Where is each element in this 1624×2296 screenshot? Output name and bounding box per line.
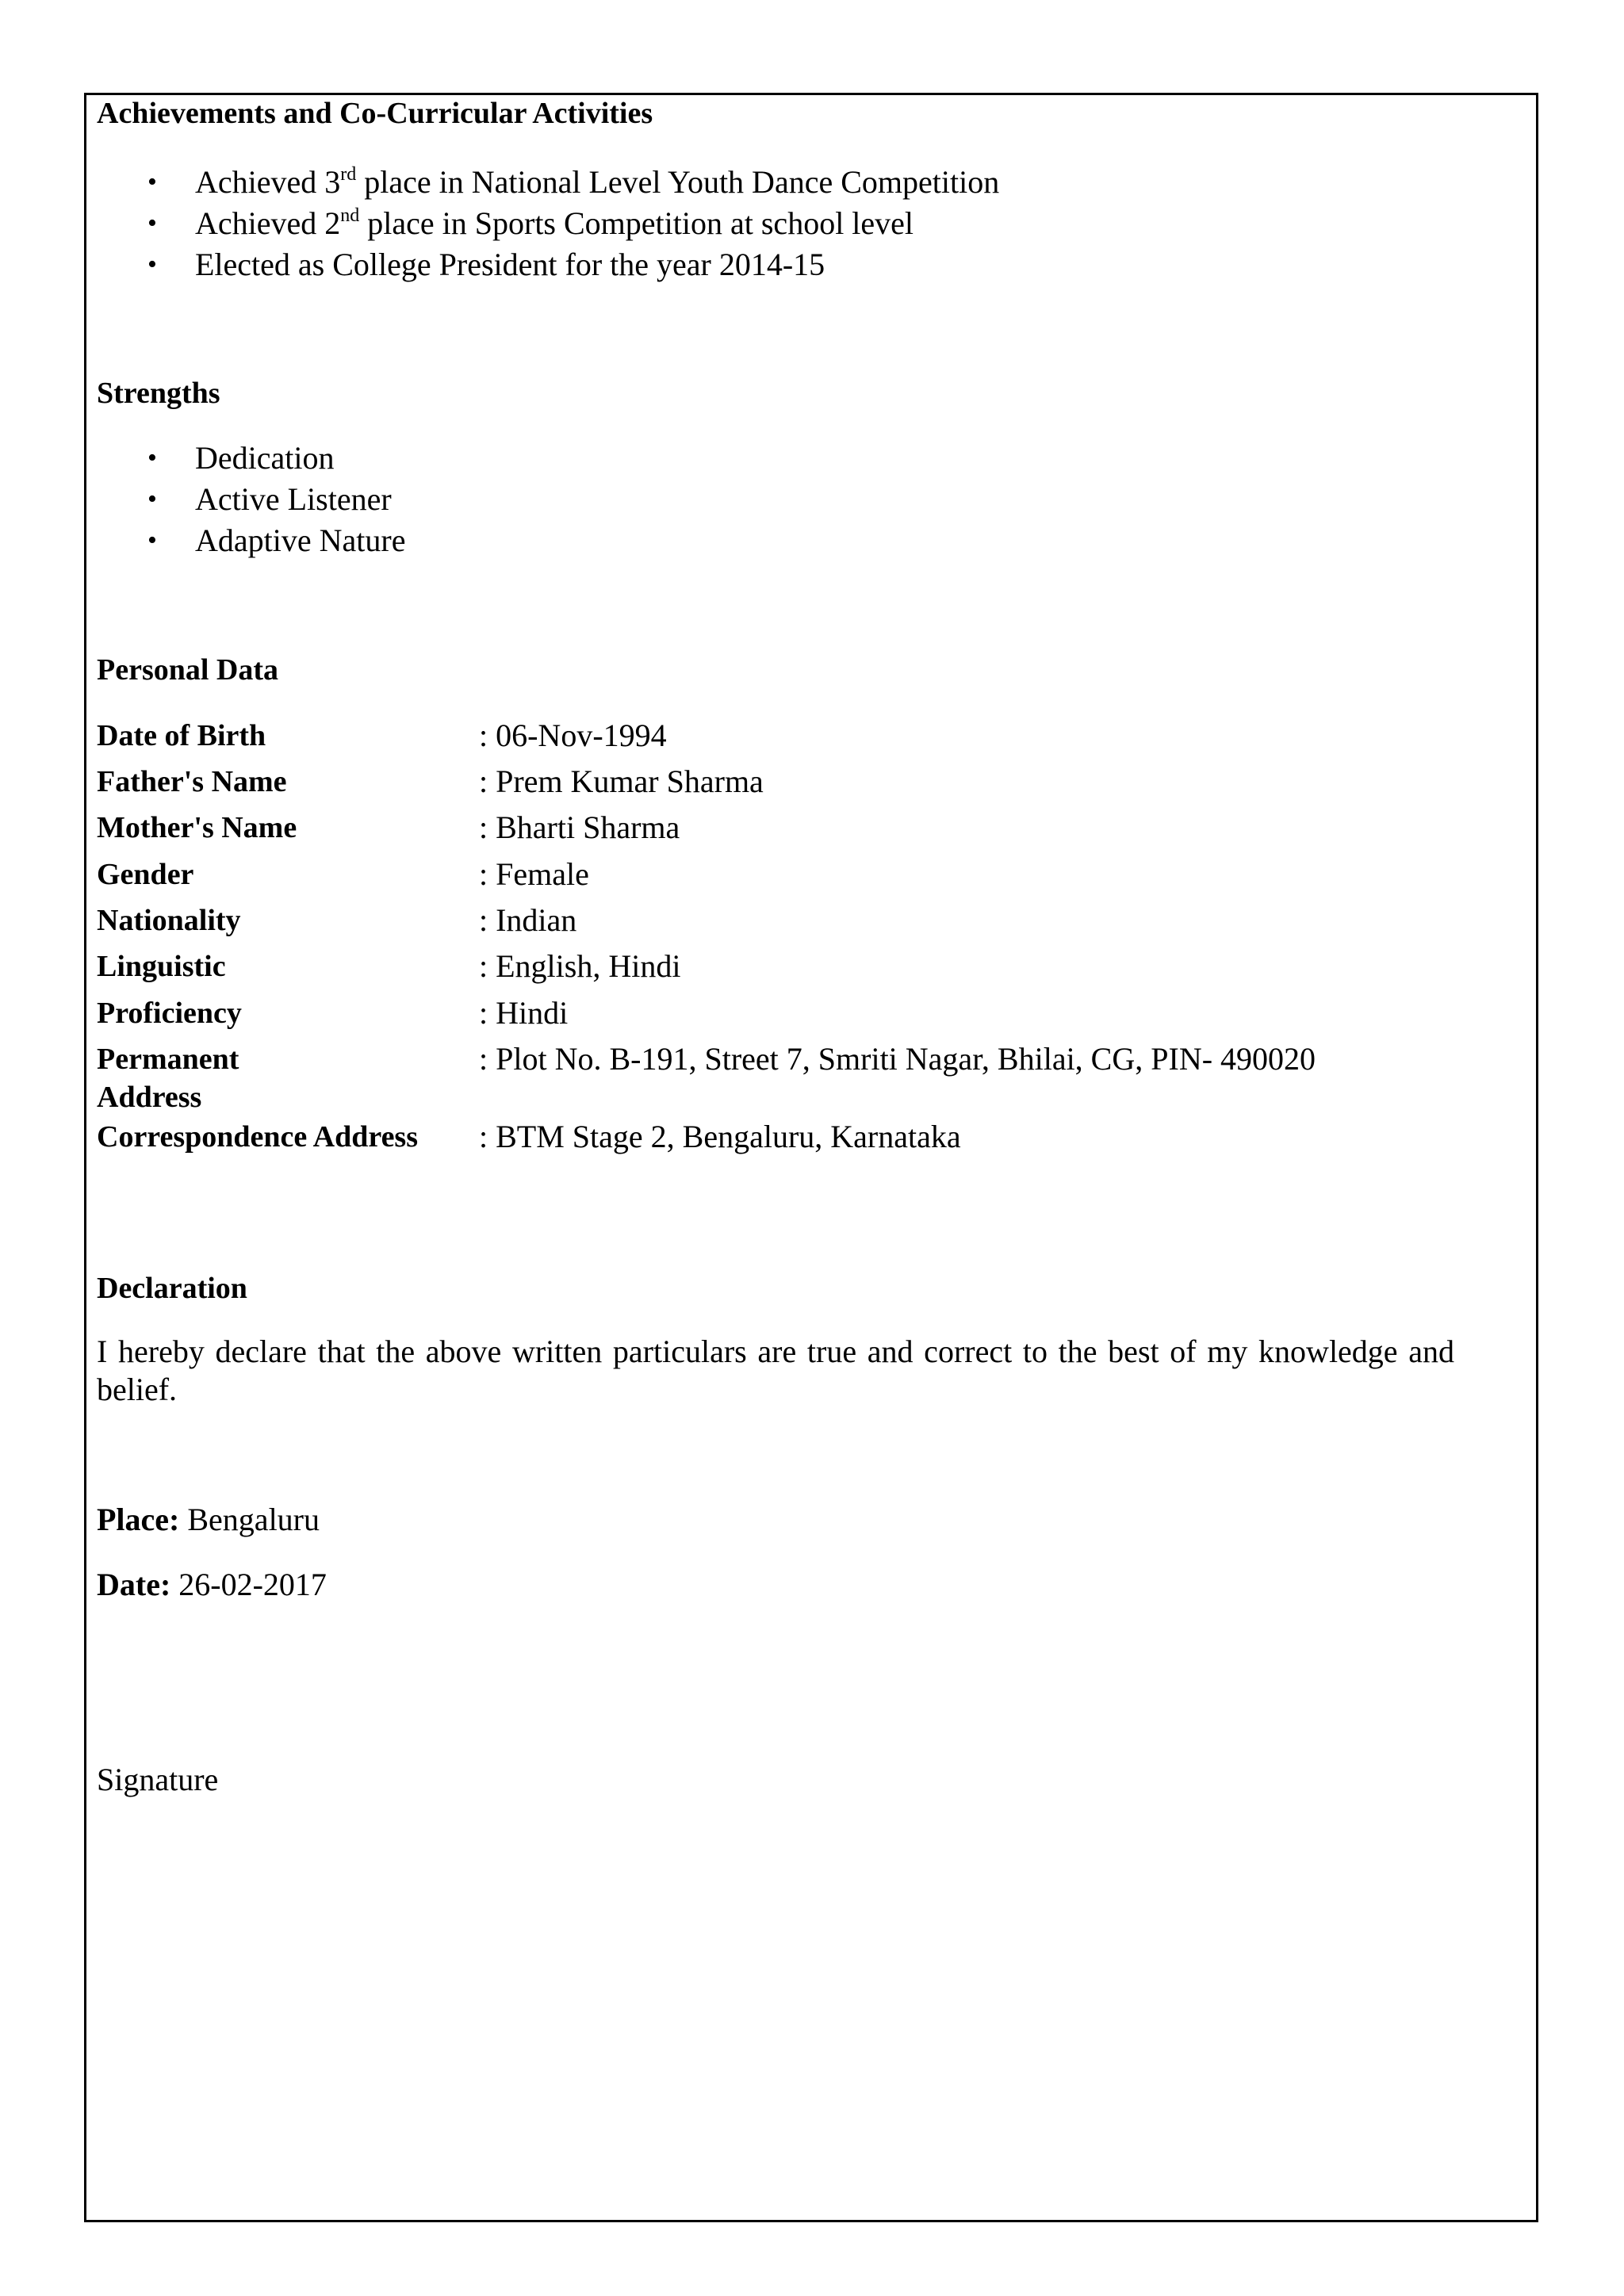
personal-data-value: : Indian: [479, 902, 577, 938]
personal-data-label: Proficiency: [97, 997, 242, 1030]
strengths-heading: Strengths: [97, 377, 220, 410]
bullet-icon: •: [147, 250, 157, 279]
personal-data-heading: Personal Data: [97, 653, 279, 687]
bullet-icon: •: [147, 167, 157, 197]
strength-item: • Adaptive Nature: [97, 520, 405, 561]
personal-data-label: Mother's Name: [97, 811, 297, 844]
bullet-icon: •: [147, 443, 157, 473]
personal-data-value: : Hindi: [479, 995, 569, 1031]
personal-data-value: : BTM Stage 2, Bengaluru, Karnataka: [479, 1119, 961, 1154]
bullet-icon: •: [147, 526, 157, 555]
achievement-item: • Elected as College President for the year 2014-15: [97, 244, 999, 285]
personal-data-value: : Bharti Sharma: [479, 809, 680, 845]
personal-data-value: : English, Hindi: [479, 948, 681, 984]
personal-data-label: Nationality: [97, 904, 241, 937]
page-border: [84, 93, 1538, 2222]
personal-data-label: Gender: [97, 858, 194, 891]
personal-data-label: Linguistic: [97, 950, 226, 983]
declaration-text: I hereby declare that the above written particulars are true and correct to the best of my knowledge and belief.: [97, 1334, 1454, 1407]
date-value: 26-02-2017: [170, 1567, 327, 1602]
bullet-icon: •: [147, 484, 157, 514]
achievement-item: • Achieved 3rd place in National Level Youth Dance Competition: [97, 162, 999, 203]
personal-data-label: Correspondence Address: [97, 1120, 419, 1154]
strength-item: • Dedication: [97, 438, 405, 479]
personal-data-value: : Female: [479, 856, 589, 892]
place-value: Bengaluru: [179, 1502, 320, 1537]
achievements-list: [97, 162, 999, 285]
achievements-heading: Achievements and Co-Curricular Activities: [97, 97, 653, 130]
personal-data-label: Date of Birth: [97, 719, 266, 752]
achievement-item: • Achieved 2nd place in Sports Competition at school level: [97, 203, 999, 244]
strength-item: • Active Listener: [97, 479, 405, 520]
personal-data-value: : 06-Nov-1994: [479, 718, 667, 753]
personal-data-label: Permanent Address: [97, 1043, 239, 1114]
date-label: Date:: [97, 1567, 171, 1602]
place-line: [97, 1501, 320, 1539]
date-line: [97, 1566, 327, 1604]
declaration-heading: Declaration: [97, 1272, 247, 1305]
personal-data-value: : Plot No. B-191, Street 7, Smriti Nagar, Bhilai, CG, PIN- 490020: [479, 1041, 1316, 1077]
strengths-list: [97, 438, 405, 561]
personal-data-value: : Prem Kumar Sharma: [479, 763, 764, 799]
bullet-icon: •: [147, 209, 157, 238]
personal-data-label: Father's Name: [97, 765, 287, 798]
signature-label: Signature: [97, 1762, 219, 1797]
place-label: Place:: [97, 1502, 180, 1537]
